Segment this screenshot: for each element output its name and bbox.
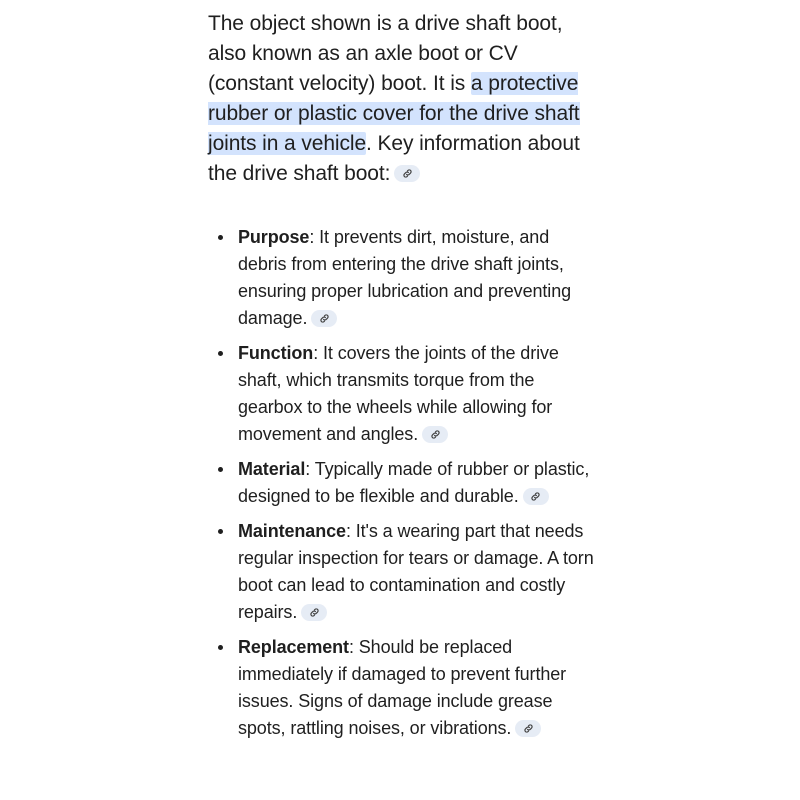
list-item-replacement [208,634,600,742]
list-item-material [208,456,600,510]
link-icon [430,429,441,440]
bullet-dot [218,235,223,240]
citation-link-button[interactable] [394,165,420,182]
citation-link-button[interactable] [523,488,549,505]
citation-link-button[interactable] [422,426,448,443]
item-term: Function [238,343,314,363]
item-desc: : Should be replaced immediately if damaged to prevent further issues. Signs of damage include grease spots, rattling noises, or vibrations. [238,637,567,738]
item-desc: : Typically made of rubber or plastic, designed to be flexible and durable. [238,459,590,506]
item-desc: : It covers the joints of the drive shaft, which transmits torque from the gearbox to the wheels while allowing for movement and angles. [238,343,559,444]
info-list [208,224,600,750]
highlighted-answer[interactable]: a protective rubber or plastic cover for the drive shaft joints in a vehicle [208,72,580,155]
bullet-dot [218,645,223,650]
bullet-dot [218,529,223,534]
item-desc: : It's a wearing part that needs regular inspection for tears or damage. A torn boot can lead to contamination and costly repairs. [238,521,594,622]
intro-paragraph [208,9,600,189]
link-icon [530,491,541,502]
intro-text-before: The object shown is a drive shaft boot, also known as an axle boot or CV (constant velocity) boot. It is [208,12,563,95]
link-icon [523,723,534,734]
bullet-dot [218,467,223,472]
intro-text-after: . Key information about the drive shaft boot: [208,132,580,185]
bullet-dot [218,351,223,356]
citation-link-button[interactable] [311,310,337,327]
list-item-function [208,340,600,448]
item-term: Replacement [238,637,349,657]
citation-link-button[interactable] [301,604,327,621]
link-icon [319,313,330,324]
item-term: Purpose [238,227,310,247]
item-term: Material [238,459,306,479]
list-item-purpose [208,224,600,332]
link-icon [402,168,413,179]
item-term: Maintenance [238,521,346,541]
link-icon [309,607,320,618]
list-item-maintenance [208,518,600,626]
citation-link-button[interactable] [515,720,541,737]
item-desc: : It prevents dirt, moisture, and debris from entering the drive shaft joints, ensuring proper lubrication and preventing damage. [238,227,572,328]
